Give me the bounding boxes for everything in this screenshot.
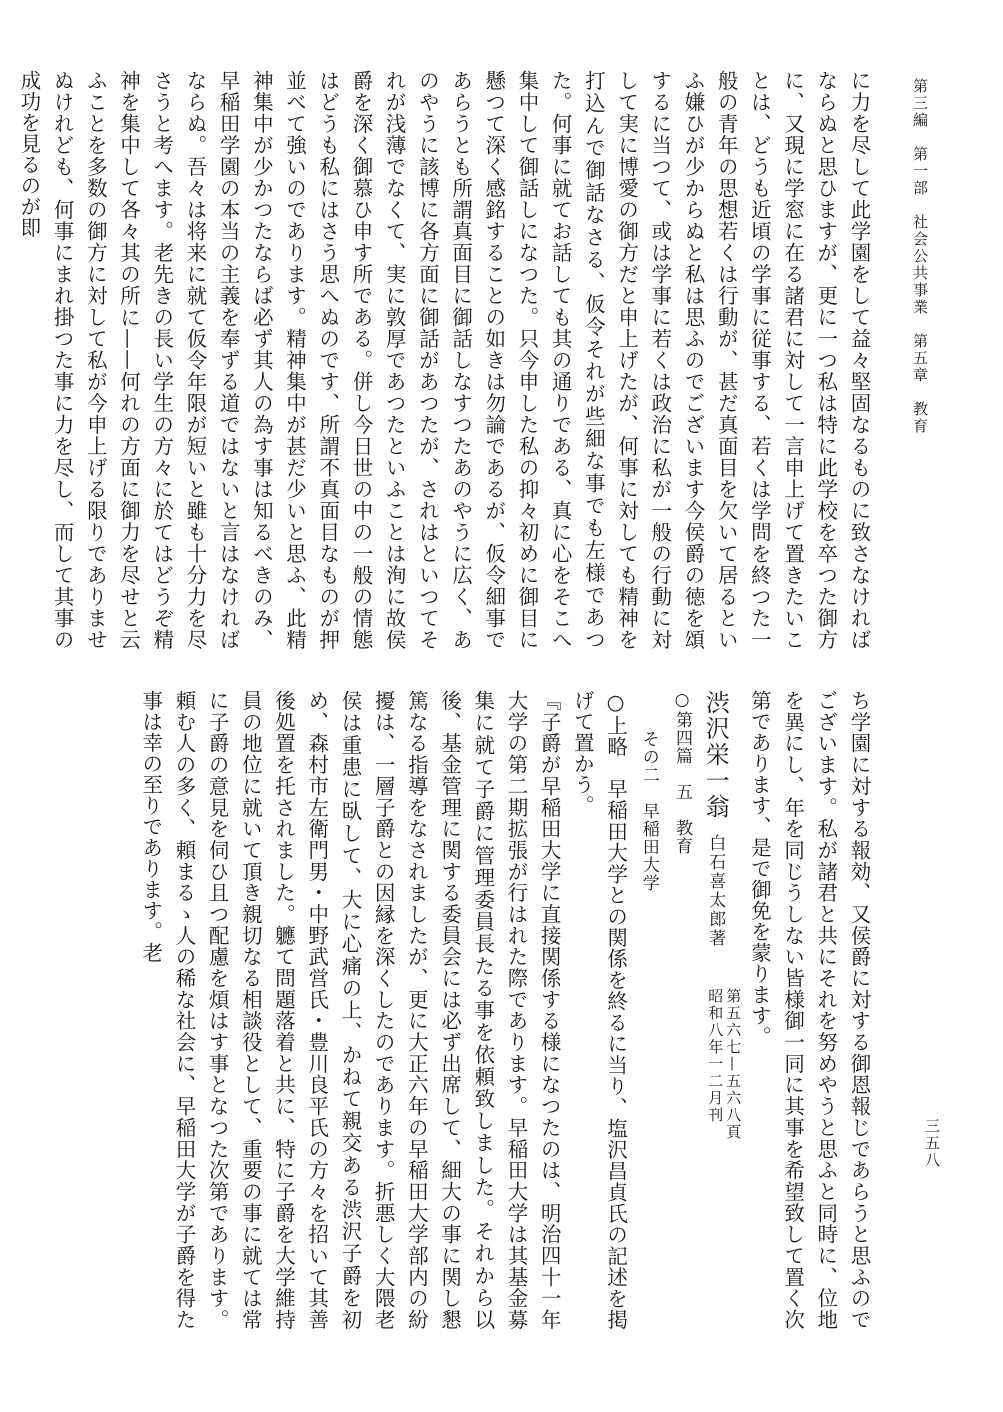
page-number: 三五八 [923, 1118, 941, 1169]
subsection-label: その二 早稲田大学 [638, 730, 659, 892]
running-head: 第三編 第一部 社会公共事業 第五章 教育 [911, 78, 929, 435]
lower-paragraph-main: 『子爵が早稲田大学に直接関係する様になつたのは、明治四十一年大学の第二期拡張が行はれた際であります。早稲田大学は其基金募集に就て子爵に管理委員長たる事を依頼致しました。それから以後、基金管理に関する委員会には必ず出席して、細大の事に関し懇篤なる指導をなされましたが、更に大正六年の早稲田大学部内の紛擾は、一層子爵との因縁を深くしたのであります。折悪しく大隈老侯は重患に臥して、大に心痛の上、かねて親交ある渋沢子爵を初め、森村市左衛門男・中野武営氏・豊川良平氏の方々を招いて其善後処置を托されました。軈て問題落着と共に、特に子爵を大学維持員の地位に就いて頂き親切なる相談役として、重要の事に就ては常に子爵の意見を伺ひ且つ配慮を煩はす事となつた次第であります。頼む人の多く、頼まるゝ人の稀な社会に、早稲田大学が子爵を得た事は幸の至りであります。老 [138, 690, 562, 1331]
section-label: ○第四篇 五 教育 [671, 690, 692, 855]
section-heading [698, 690, 742, 1330]
source-date: 昭和八年一二月刊 [706, 988, 725, 1124]
source-pages: 第五六七—五六八頁 [724, 988, 743, 1141]
heading-author: 白石喜太郎著 [705, 834, 726, 948]
lower-paragraph-intro: ち学園に対する報効、又侯爵に対する御恩報じであらうと思ふのでございます。私が諸君と共にそれを努めやうと思ふと同時に、位地を異にし、年を同じうしない皆様御一同に其事を希望致して置く次第であります、是で御免を蒙ります。 [747, 690, 871, 1330]
upper-paragraph: に力を尽して此学園をして益々堅固なるものに致さなければならぬと思ひますが、更に一つ私は特に此学校を卒つた御方に、又現に学窓に在る諸君に対して一言申上げて置きたいことは、どうも近頃の学事に従事する、若くは学問を終つた一般の青年の思想若くは行動が、甚だ真面目を欠いて居るといふ嫌ひが少からぬと私は思ふのでございます今侯爵の徳を頌するに当つて、或は学事に若くは政治に私が一般の行動に対して実に博愛の御方だと申上げたが、何事に対しても精神を打込んで御話なさる、仮令それが些細な事でも左様であつた。何事に就てお話しても其の通りである、真に心をそこへ集中して御話しになつた。只今申した私の抑々初めに御目に懸つて深く感銘することの如きは勿論であるが、仮令細事であらうとも所謂真面目に御話しなすつたあのやうに広く、あのやうに該博に各方面に御話があつたが、されはといつてそれが浅薄でなくて、実に敦厚であつたといふことは洵に故侯爵を深く御慕ひ申す所である。併し今日世の中の一般の情態はどうも私にはさう思へぬのです、所謂不真面目なものが押並べて強いのであります。精神集中が甚だ少いと思ふ、此精神集中が少かつたならば必ず其人の為す事は知るべきのみ、早稲田学園の本当の主義を奉ずる道ではないと言はなければならぬ。吾々は将来に就て仮令年限が短いと雖も十分力を尽さうと考へます。老先きの長い学生の方々に於てはどうぞ精神を集中して各々其の所に——何れの方面に御力を尽せと云ふことを多数の御方に対して私が今申上げる限りでありませぬけれども、何事にまれ掛つた事に力を尽し、而して其事の成功を見るのが即 [16, 70, 871, 650]
source-info [706, 988, 742, 1141]
lower-text-block [85, 690, 875, 1330]
editorial-note: ○上略 早稲田大学との関係を終るに当り、塩沢昌貞氏の記述を掲げて置かう。 [570, 690, 628, 1330]
upper-text-block [16, 70, 875, 650]
heading-title: 渋沢栄一翁 [701, 690, 730, 820]
